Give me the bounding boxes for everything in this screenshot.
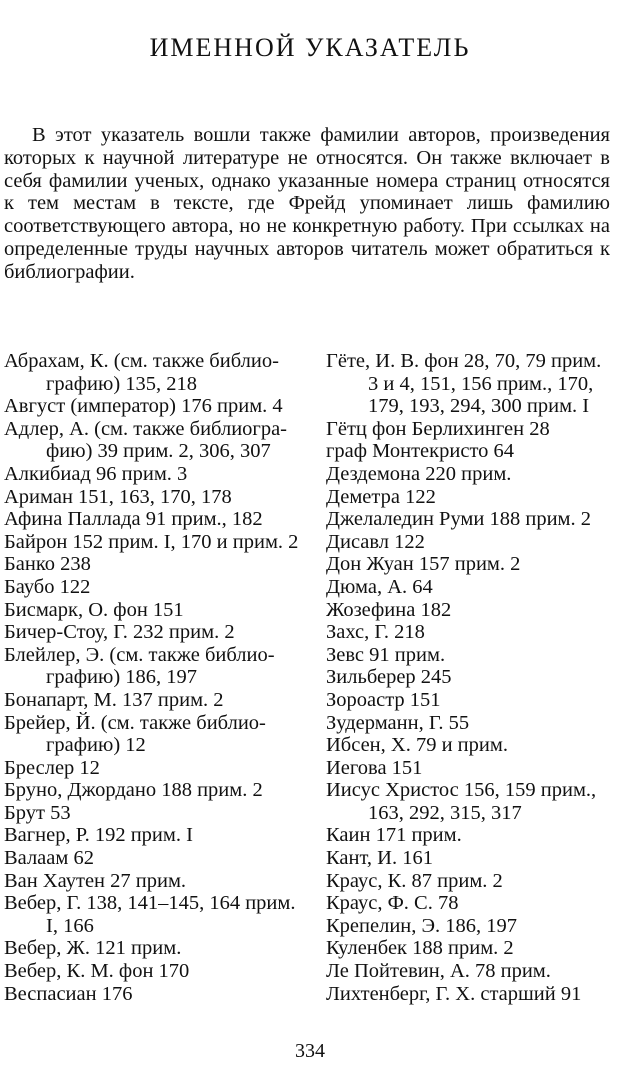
index-entry-continuation: 163, 292, 315, 317: [368, 801, 522, 824]
index-entry-line: Блейлер, Э. (см. также библио-: [4, 643, 275, 666]
index-entry: [4, 531, 304, 554]
index-entry: [4, 937, 304, 960]
index-entry: [326, 689, 616, 712]
index-entry: [326, 870, 616, 893]
index-entry: [326, 712, 616, 735]
index-entry-line: Дюма, А. 64: [326, 575, 433, 598]
index-entry: [4, 644, 304, 689]
index-entry: [4, 960, 304, 983]
index-entry-line: Ариман 151, 163, 170, 178: [4, 485, 232, 508]
index-entry-line: Дездемона 220 прим.: [326, 462, 512, 485]
index-entry-line: Ле Пойтевин, А. 78 прим.: [326, 960, 551, 983]
index-entry-line: Краус, Ф. С. 78: [326, 892, 459, 915]
index-entry-line: Валаам 62: [4, 847, 94, 870]
index-entry-line: Брейер, Й. (см. также библио-: [4, 711, 266, 734]
index-entry: [326, 824, 616, 847]
index-entry: [326, 576, 616, 599]
index-entry-continuation: графию) 186, 197: [46, 666, 198, 689]
index-entry-line: Лихтенберг, Г. Х. старший 91: [326, 982, 582, 1005]
index-entry-line: Зудерманн, Г. 55: [326, 711, 470, 734]
index-entry-line: Джелаледин Руми 188 прим. 2: [326, 508, 592, 531]
index-entry: [326, 644, 616, 667]
index-entry-line: Дисавл 122: [326, 530, 425, 553]
index-entry: [326, 734, 616, 757]
index-entry: [326, 847, 616, 870]
intro-paragraph: В этот указатель вошли также фамилии авторов, произведения которых к научной литературе не относятся. Он также включает в себя фамилии ученых, однако указанные номера страниц относятся к тем местам в тексте, где Фрейд упоминает лишь фамилию соответствующего автора, но не конкретную работу. При ссылках на определенные труды научных авторов читатель может обратиться к библиографии.: [4, 124, 610, 283]
index-entry-line: Куленбек 188 прим. 2: [326, 937, 514, 960]
index-entry: [4, 847, 304, 870]
index-column-left: [4, 350, 304, 1005]
index-entry: [326, 531, 616, 554]
index-entry-line: Вебер, Г. 138, 141–145, 164 прим.: [4, 892, 296, 915]
index-entry: [4, 599, 304, 622]
index-entry: [4, 486, 304, 509]
index-entry: [4, 395, 304, 418]
index-entry-line: Баубо 122: [4, 575, 91, 598]
index-entry-line: Иисус Христос 156, 159 прим.,: [326, 779, 597, 802]
index-entry: [4, 553, 304, 576]
index-entry-line: Бонапарт, М. 137 прим. 2: [4, 688, 224, 711]
index-entry-line: Захс, Г. 218: [326, 621, 425, 644]
index-entry-line: Афина Паллада 91 прим., 182: [4, 508, 263, 531]
index-entry-line: Веспасиан 176: [4, 982, 133, 1005]
index-entry-continuation: графию) 12: [46, 734, 146, 757]
index-entry-line: Адлер, А. (см. также библиогра-: [4, 417, 288, 440]
index-entry-line: Жозефина 182: [326, 598, 452, 621]
index-entry: [4, 418, 304, 463]
index-entry-line: Дон Жуан 157 прим. 2: [326, 553, 521, 576]
index-entry-line: Кант, И. 161: [326, 847, 433, 870]
index-entry: [326, 508, 616, 531]
index-column-right: [326, 350, 616, 1005]
index-entry-line: граф Монтекристо 64: [326, 440, 515, 463]
index-entry: [4, 689, 304, 712]
index-entry-line: Алкибиад 96 прим. 3: [4, 462, 188, 485]
index-entry-line: Бичер-Стоу, Г. 232 прим. 2: [4, 621, 235, 644]
index-entry: [4, 621, 304, 644]
index-entry: [4, 508, 304, 531]
page-number: 334: [295, 1040, 325, 1062]
index-entry: [326, 463, 616, 486]
index-entry-line: Каин 171 прим.: [326, 824, 462, 847]
index-entry: [326, 486, 616, 509]
index-entry-line: Деметра 122: [326, 485, 436, 508]
index-entry-line: Краус, К. 87 прим. 2: [326, 869, 503, 892]
index-entry-continuation: 3 и 4, 151, 156 прим., 170,: [368, 372, 594, 395]
index-entry-line: Иегова 151: [326, 756, 423, 779]
index-entry-line: Гёте, И. В. фон 28, 70, 79 прим.: [326, 350, 602, 372]
index-entry: [326, 779, 616, 824]
index-entry-line: Абрахам, К. (см. также библио-: [4, 350, 279, 372]
index-entry: [326, 937, 616, 960]
index-entry: [4, 779, 304, 802]
index-entry: [4, 712, 304, 757]
index-entry: [4, 824, 304, 847]
index-entry-line: Зильберер 245: [326, 666, 452, 689]
index-entry-line: Вагнер, Р. 192 прим. I: [4, 824, 193, 847]
index-entry-line: Ибсен, Х. 79 и прим.: [326, 734, 508, 757]
index-entry-line: Зевс 91 прим.: [326, 643, 446, 666]
index-entry: [326, 440, 616, 463]
index-entry: [4, 983, 304, 1006]
index-entry: [326, 350, 616, 418]
index-entry: [326, 983, 616, 1006]
index-entry: [4, 757, 304, 780]
index-entry-line: Август (император) 176 прим. 4: [4, 395, 283, 418]
index-entry-line: Байрон 152 прим. I, 170 и прим. 2: [4, 530, 299, 553]
index-entry: [4, 350, 304, 395]
index-entry-continuation: I, 166: [46, 914, 94, 937]
index-entry-continuation: фию) 39 прим. 2, 306, 307: [46, 440, 271, 463]
page-title: ИМЕННОЙ УКАЗАТЕЛЬ: [149, 33, 471, 62]
index-entry: [326, 621, 616, 644]
index-entry: [4, 576, 304, 599]
index-entry-line: Вебер, Ж. 121 прим.: [4, 937, 182, 960]
index-entry: [4, 802, 304, 825]
index-entry: [326, 666, 616, 689]
index-entry: [326, 960, 616, 983]
index-entry-line: Гётц фон Берлихинген 28: [326, 417, 550, 440]
index-entry-continuation: 179, 193, 294, 300 прим. I: [368, 395, 590, 418]
index-entry-line: Бреслер 12: [4, 756, 100, 779]
index-entry-line: Бруно, Джордано 188 прим. 2: [4, 779, 263, 802]
index-entry: [326, 915, 616, 938]
index-entry: [4, 892, 304, 937]
index-entry-line: Зороастр 151: [326, 688, 441, 711]
index-entry: [4, 870, 304, 893]
index-entry: [326, 757, 616, 780]
index-entry: [4, 463, 304, 486]
index-entry-line: Брут 53: [4, 801, 71, 824]
index-entry-line: Ван Хаутен 27 прим.: [4, 869, 187, 892]
index-entry-line: Вебер, К. М. фон 170: [4, 960, 190, 983]
index-entry: [326, 418, 616, 441]
index-entry: [326, 892, 616, 915]
index-entry-line: Крепелин, Э. 186, 197: [326, 914, 518, 937]
index-entry-continuation: графию) 135, 218: [46, 372, 198, 395]
index-entry-line: Банко 238: [4, 553, 91, 576]
index-entry-line: Бисмарк, О. фон 151: [4, 598, 184, 621]
index-entry: [326, 599, 616, 622]
index-entry: [326, 553, 616, 576]
